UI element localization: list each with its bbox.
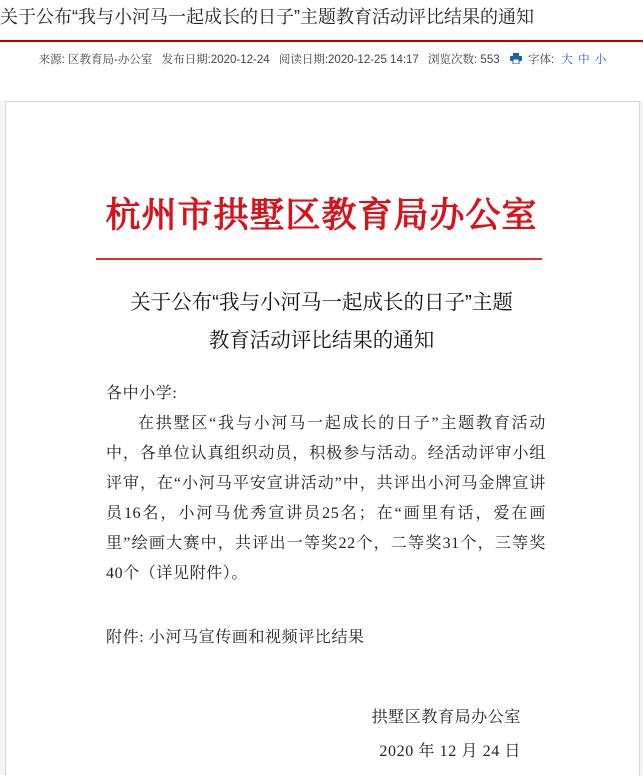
page-title: 关于公布“我与小河马一起成长的日子”主题教育活动评比结果的通知 — [0, 7, 534, 27]
salutation: 各中小学: — [106, 385, 178, 402]
title-divider — [0, 40, 643, 42]
source-label: 来源: 区教育局-办公室 — [38, 54, 153, 66]
document-title — [0, 284, 643, 360]
font-size-medium-link[interactable]: 中 — [578, 54, 590, 66]
header-red-rule — [96, 258, 542, 260]
print-icon[interactable] — [510, 53, 522, 64]
document-viewer — [0, 101, 643, 775]
font-size-large-link[interactable]: 大 — [561, 54, 573, 66]
font-size-label: 字体: — [528, 54, 555, 66]
body-paragraph: 在拱墅区“我与小河马一起成长的日子”主题教育活动中，各单位认真组织动员，积极参与活动。经活动评审小组评审，在“小河马平安宣讲活动”中，共评出小河马金牌宣讲员16名，小河马优秀宣讲员25名；在“画里有话，爱在画里”绘画大赛中，共评出一等奖22个，二等奖31个，三等奖40个（详见附件）。 — [106, 415, 546, 582]
document-header: 杭州市拱墅区教育局办公室 — [105, 195, 538, 236]
article-meta — [0, 50, 643, 70]
view-count: 浏览次数: 553 — [428, 54, 500, 66]
document-title-line: 关于公布“我与小河马一起成长的日子”主题 — [130, 291, 513, 314]
signature-block — [0, 701, 521, 769]
read-date: 阅读日期:2020-12-25 14:17 — [278, 54, 419, 66]
document-body — [106, 379, 546, 653]
signature-org: 拱墅区教育局办公室 — [371, 709, 521, 726]
publish-date: 发布日期:2020-12-24 — [161, 54, 270, 66]
document-title-line: 教育活动评比结果的通知 — [208, 329, 435, 352]
signature-date: 2020 年 12 月 24 日 — [379, 743, 521, 760]
attachment-note: 附件: 小河马宣传画和视频评比结果 — [106, 629, 365, 646]
font-size-small-link[interactable]: 小 — [594, 54, 607, 66]
